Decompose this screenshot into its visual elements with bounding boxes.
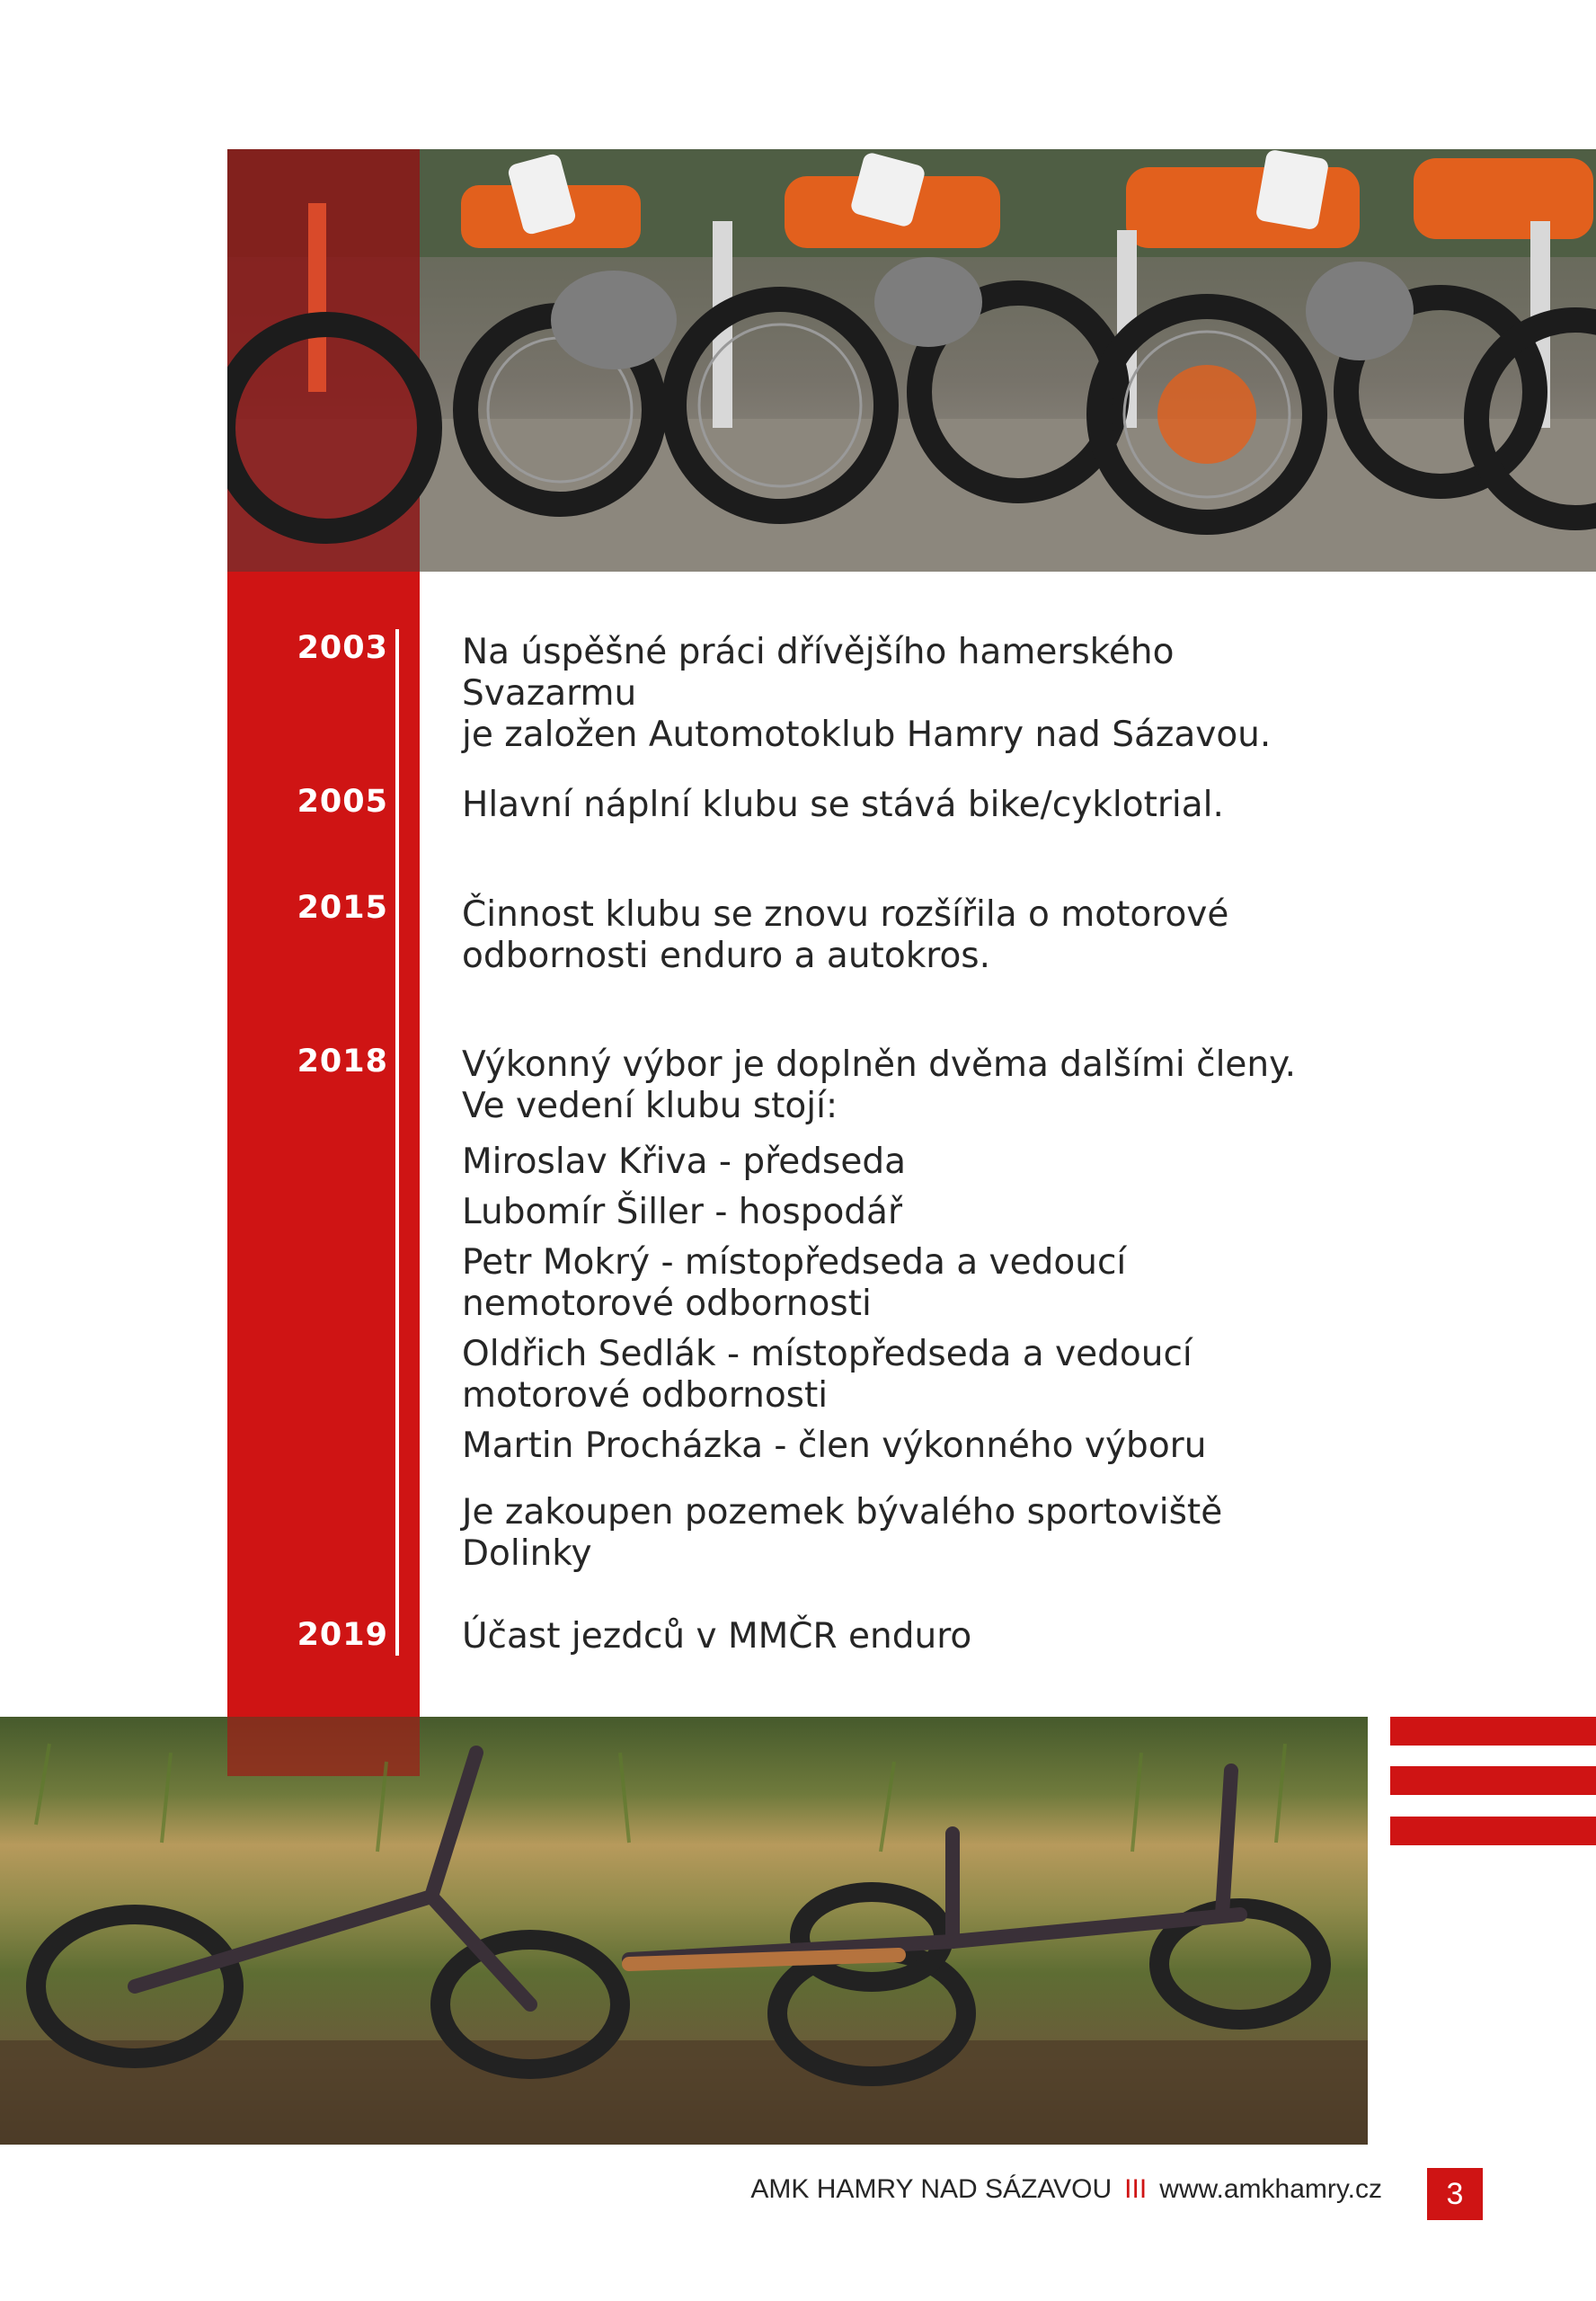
footer-separator: III: [1124, 2174, 1148, 2204]
trial-bikes-photo: [0, 1717, 1368, 2145]
timeline-year: 2019: [297, 1617, 388, 1653]
member-item: Miroslav Křiva - předseda: [462, 1142, 906, 1182]
member-item: Petr Mokrý - místopředseda a vedoucí nemotorové odbornosti: [462, 1242, 1127, 1324]
member-item: Lubomír Šiller - hospodář: [462, 1192, 902, 1232]
entry-note: Je zakoupen pozemek bývalého sportoviště Dolinky: [462, 1492, 1223, 1574]
member-item: Martin Procházka - člen výkonného výboru: [462, 1426, 1207, 1466]
timeline-entry-2019: [462, 1616, 1325, 1657]
timeline-year: 2015: [297, 890, 388, 926]
timeline-entry-2003: [462, 632, 1325, 756]
footer: [0, 2168, 1382, 2211]
page-number: 3: [1427, 2168, 1483, 2220]
footer-website-link[interactable]: www.amkhamry.cz: [1159, 2174, 1382, 2204]
entry-text: je založen Automotoklub Hamry nad Sázavou.: [462, 715, 1272, 755]
motocross-bikes-photo: [227, 149, 1596, 572]
timeline-year: 2005: [297, 784, 388, 820]
footer-club-name: AMK HAMRY NAD SÁZAVOU: [750, 2174, 1113, 2204]
timeline-entry-2005: [462, 785, 1325, 826]
member-item: Oldřich Sedlák - místopředseda a vedoucí motorové odbornosti: [462, 1334, 1193, 1416]
entry-text: Hlavní náplní klubu se stává bike/cyklotrial.: [462, 785, 1224, 825]
decorative-stripe: [1390, 1717, 1596, 1746]
entry-text: Výkonný výbor je doplněn dvěma dalšími členy.: [462, 1044, 1297, 1085]
entry-text: Ve vedení klubu stojí:: [462, 1086, 838, 1126]
timeline-entry-2018: [462, 1044, 1325, 1575]
entry-text: odbornosti enduro a autokros.: [462, 936, 991, 976]
entry-text: Na úspěšné práci dřívějšího hamerského Svazarmu: [462, 632, 1175, 714]
timeline-entry-2015: [462, 894, 1325, 977]
timeline-year: 2018: [297, 1044, 388, 1079]
decorative-stripe: [1390, 1817, 1596, 1845]
entry-text: Účast jezdců v MMČR enduro: [462, 1616, 972, 1657]
timeline-line: [395, 629, 399, 1656]
timeline-band: [227, 572, 420, 1776]
entry-text: Činnost klubu se znovu rozšířila o motorové: [462, 894, 1229, 935]
timeline-year: 2003: [297, 630, 388, 666]
decorative-stripe: [1390, 1766, 1596, 1795]
